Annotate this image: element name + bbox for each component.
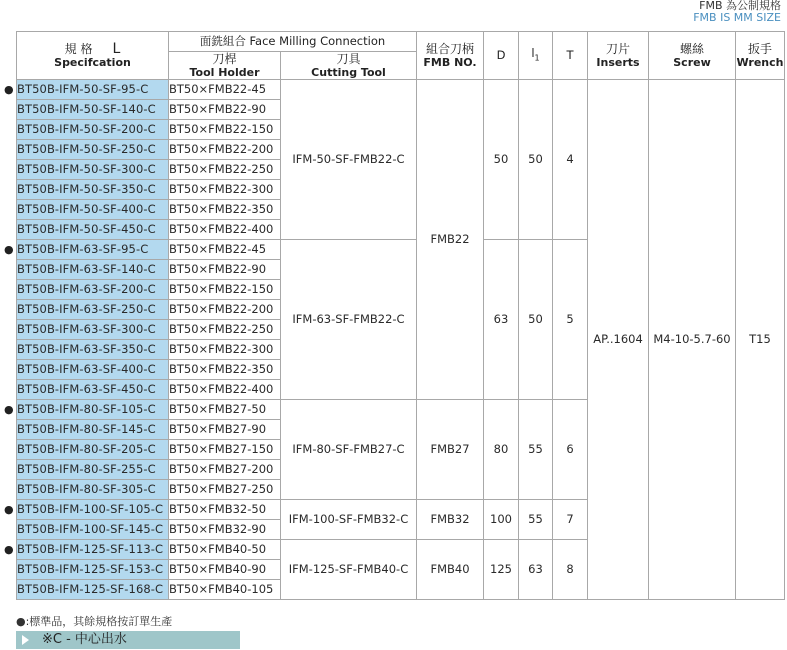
model-cell: BT50B-IFM-125-SF-153-C [17,560,169,580]
screw-cell: M4-10-5.7-60 [649,80,736,600]
standard-item-bullet: ● [4,502,14,516]
model-cell: BT50B-IFM-63-SF-140-C [17,260,169,280]
l1-cell: 55 [519,500,553,540]
model-cell: BT50B-IFM-80-SF-205-C [17,440,169,460]
tool-holder-cell: BT50×FMB27-50 [169,400,281,420]
l1-cell: 50 [519,80,553,240]
model-cell: BT50B-IFM-125-SF-168-C [17,580,169,600]
tool-holder-cell: BT50×FMB22-250 [169,320,281,340]
cutting-tool-cell: IFM-125-SF-FMB40-C [281,540,417,600]
tool-holder-cell: BT50×FMB27-90 [169,420,281,440]
coolant-legend-text: ※C - 中心出水 [42,632,127,647]
l1-cell: 63 [519,540,553,600]
model-cell: BT50B-IFM-80-SF-145-C [17,420,169,440]
cutting-tool-cell: IFM-80-SF-FMB27-C [281,400,417,500]
tool-holder-cell: BT50×FMB22-300 [169,180,281,200]
tool-holder-cell: BT50×FMB27-250 [169,480,281,500]
fmb-cell: FMB22 [417,80,484,400]
l1-cell: 55 [519,400,553,500]
inserts-cell: AP..1604 [588,80,649,600]
model-cell: BT50B-IFM-63-SF-200-C [17,280,169,300]
tool-holder-cell: BT50×FMB22-250 [169,160,281,180]
spec-table [16,31,785,600]
tool-holder-cell: BT50×FMB40-105 [169,580,281,600]
fmb-cell: FMB40 [417,540,484,600]
d-cell: 125 [484,540,519,600]
d-cell: 80 [484,400,519,500]
tool-holder-cell: BT50×FMB22-300 [169,340,281,360]
face-milling-header: 面銑組合 Face Milling Connection [169,32,417,52]
model-cell: BT50B-IFM-63-SF-250-C [17,300,169,320]
model-cell: BT50B-IFM-50-SF-95-C [17,80,169,100]
tool-holder-cell: BT50×FMB40-50 [169,540,281,560]
t-cell: 7 [553,500,588,540]
model-cell: BT50B-IFM-50-SF-450-C [17,220,169,240]
col-l1-header: $l_1$ [519,32,553,80]
tool-holder-cell: BT50×FMB32-90 [169,520,281,540]
standard-item-bullet: ● [4,82,14,96]
unit-note [693,0,781,24]
d-cell: 100 [484,500,519,540]
cutting-tool-cell: IFM-100-SF-FMB32-C [281,500,417,540]
col-d-header: D [484,32,519,80]
fmb-cell: FMB32 [417,500,484,540]
standard-item-bullet: ● [4,242,14,256]
model-cell: BT50B-IFM-50-SF-400-C [17,200,169,220]
col-screw-header: 螺絲 Screw [649,32,736,80]
t-cell: 5 [553,240,588,400]
model-cell: BT50B-IFM-80-SF-305-C [17,480,169,500]
col-cutting-header: 刀具 Cutting Tool [281,52,417,80]
model-cell: BT50B-IFM-50-SF-250-C [17,140,169,160]
model-cell: BT50B-IFM-50-SF-300-C [17,160,169,180]
standard-item-bullet: ● [4,542,14,556]
tool-holder-cell: BT50×FMB22-150 [169,120,281,140]
model-cell: BT50B-IFM-63-SF-450-C [17,380,169,400]
col-fmb-header: 組合刀柄 FMB NO. [417,32,484,80]
d-cell: 50 [484,80,519,240]
model-cell: BT50B-IFM-100-SF-145-C [17,520,169,540]
cutting-tool-cell: IFM-63-SF-FMB22-C [281,240,417,400]
model-cell: BT50B-IFM-63-SF-300-C [17,320,169,340]
d-cell: 63 [484,240,519,400]
model-cell: BT50B-IFM-125-SF-113-C [17,540,169,560]
standard-item-bullet: ● [4,402,14,416]
spec-table-body [17,80,785,600]
model-cell: BT50B-IFM-63-SF-400-C [17,360,169,380]
model-cell: BT50B-IFM-50-SF-140-C [17,100,169,120]
tool-holder-cell: BT50×FMB40-90 [169,560,281,580]
t-cell: 6 [553,400,588,500]
tool-holder-cell: BT50×FMB22-45 [169,80,281,100]
t-cell: 4 [553,80,588,240]
tool-holder-cell: BT50×FMB27-150 [169,440,281,460]
model-cell: BT50B-IFM-50-SF-200-C [17,120,169,140]
tool-holder-cell: BT50×FMB32-50 [169,500,281,520]
tool-holder-cell: BT50×FMB22-90 [169,260,281,280]
col-holder-header: 刀桿 Tool Holder [169,52,281,80]
tool-holder-cell: BT50×FMB22-200 [169,140,281,160]
model-cell: BT50B-IFM-50-SF-350-C [17,180,169,200]
l1-cell: 50 [519,240,553,400]
model-cell: BT50B-IFM-100-SF-105-C [17,500,169,520]
tool-holder-cell: BT50×FMB22-400 [169,220,281,240]
coolant-legend-bar [16,631,240,649]
model-cell: BT50B-IFM-63-SF-350-C [17,340,169,360]
model-cell: BT50B-IFM-63-SF-95-C [17,240,169,260]
col-inserts-header: 刀片 Inserts [588,32,649,80]
t-cell: 8 [553,540,588,600]
tool-holder-cell: BT50×FMB22-200 [169,300,281,320]
tool-holder-cell: BT50×FMB22-90 [169,100,281,120]
tool-holder-cell: BT50×FMB22-45 [169,240,281,260]
fmb-cell: FMB27 [417,400,484,500]
tool-holder-cell: BT50×FMB22-350 [169,200,281,220]
unit-note-zh: FMB 為公制規格 [699,0,781,12]
col-wrench-header: 扳手 Wrench [736,32,785,80]
tool-holder-cell: BT50×FMB22-350 [169,360,281,380]
unit-note-en: FMB IS MM SIZE [693,11,781,24]
tool-holder-cell: BT50×FMB22-400 [169,380,281,400]
play-arrow-icon [22,635,29,645]
tool-holder-cell: BT50×FMB27-200 [169,460,281,480]
model-cell: BT50B-IFM-80-SF-105-C [17,400,169,420]
table-row [17,80,785,100]
model-cell: BT50B-IFM-80-SF-255-C [17,460,169,480]
footer-note: ●:標準品，其餘規格按訂單生產 [16,615,173,628]
col-t-header: T [553,32,588,80]
wrench-cell: T15 [736,80,785,600]
col-spec-header: 規 格 L Specifcation [17,32,169,80]
tool-holder-cell: BT50×FMB22-150 [169,280,281,300]
cutting-tool-cell: IFM-50-SF-FMB22-C [281,80,417,240]
